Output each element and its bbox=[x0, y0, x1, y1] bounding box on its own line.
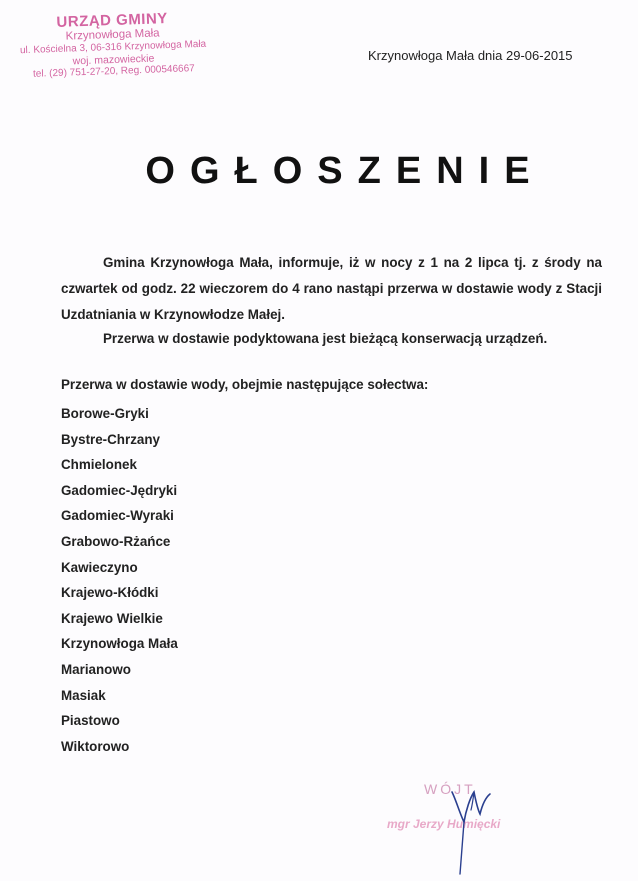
announcement-paragraph: Gmina Krzynowłoga Mała, informuje, iż w nocy z 1 na 2 lipca tj. z środy na czwartek od godz. 22 wieczorem do 4 rano nastąpi przerwa w dostawie wody z Stacji Uzdatniania w Krzynowłodze Małej. bbox=[61, 255, 602, 322]
stamp-voivodeship: woj. mazowieckie bbox=[72, 52, 155, 68]
signature-title: WÓJT bbox=[424, 781, 476, 797]
date-line: Krzynowłoga Mała dnia 29-06-2015 bbox=[368, 48, 573, 63]
signature-name: mgr Jerzy Humięcki bbox=[387, 817, 501, 831]
list-item: Borowe-Gryki bbox=[61, 406, 149, 421]
reason-paragraph: Przerwa w dostawie podyktowana jest bieżącą konserwacją urządzeń. bbox=[103, 331, 548, 346]
list-item: Piastowo bbox=[61, 713, 120, 729]
list-item: Gadomiec-Wyraki bbox=[61, 508, 174, 524]
stamp-address: ul. Kościelna 3, 06-316 Krzynowłoga Mała bbox=[19, 38, 207, 57]
list-item: Marianowo bbox=[61, 661, 131, 677]
list-header: Przerwa w dostawie wody, obejmie następujące sołectwa: bbox=[61, 377, 429, 392]
stamp-municipality: Krzynowłoga Mała bbox=[65, 27, 160, 43]
list-item: Krajewo Wielkie bbox=[61, 610, 163, 626]
list-item: Chmielonek bbox=[61, 457, 137, 473]
list-item: Krzynowłoga Mała bbox=[61, 636, 178, 652]
village-list bbox=[61, 404, 178, 762]
list-item: Grabowo-Rżańce bbox=[61, 533, 171, 549]
list-item: Masiak bbox=[61, 687, 106, 703]
stamp-contact: tel. (29) 751-27-20, Reg. 000546667 bbox=[32, 63, 195, 80]
list-item: Krajewo-Kłódki bbox=[61, 585, 159, 601]
list-item: Wiktorowo bbox=[61, 738, 130, 754]
office-stamp bbox=[7, 8, 219, 81]
list-item: Bystre-Chrzany bbox=[61, 431, 160, 447]
handwritten-signature bbox=[430, 770, 510, 880]
list-item: Kawieczyno bbox=[61, 559, 138, 575]
document-title: OGŁOSZENIE bbox=[145, 150, 545, 192]
list-item: Gadomiec-Jędryki bbox=[61, 482, 178, 498]
stamp-office-name: URZĄD GMINY bbox=[56, 10, 169, 31]
